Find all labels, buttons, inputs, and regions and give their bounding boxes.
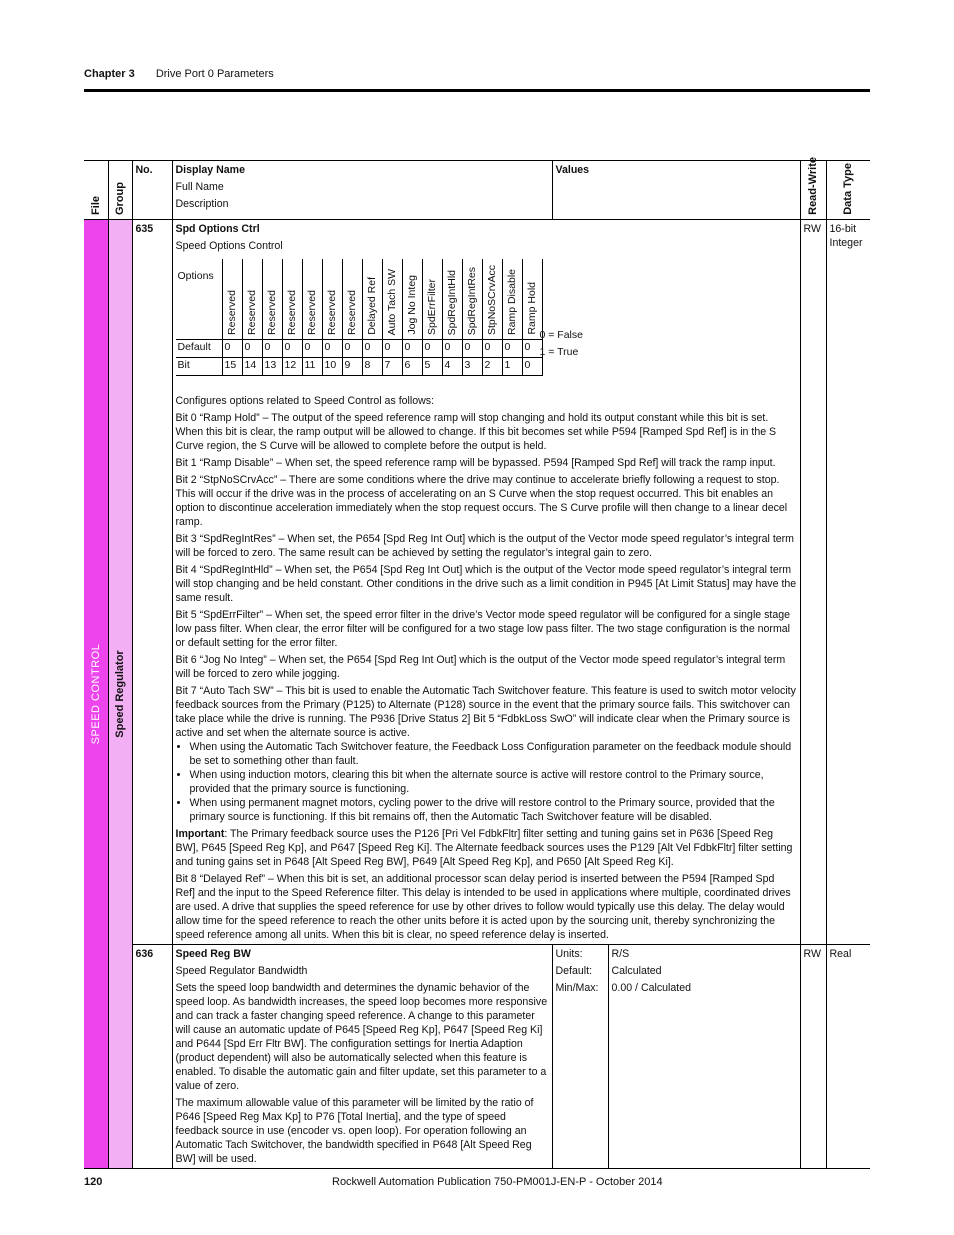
group-cell (108, 220, 132, 1169)
value-entries: R/S Calculated 0.00 / Calculated (608, 945, 800, 1169)
options-table (176, 259, 543, 376)
parameter-table (84, 157, 870, 1169)
param-data-type: 16-bit Integer (826, 220, 870, 945)
bit-name: SpdErrFilter (422, 259, 442, 340)
param-636-content: Speed Reg BW Speed Regulator Bandwidth Sets the speed loop bandwidth and determines the dynamic behavior of the speed loop. As bandwidth increases, the speed loop becomes more responsive and can track a faster changing speed reference. A change to this parameter will cause an automatic update of P645 [Speed Reg Kp], P647 [Speed Reg Ki] and P644 [Spd Err Fltr BW]. The configuration settings for Inertia Adaption (product dependent) will also be automatically selected when this feature is enabled. To disable the automatic gain and filter update, set this parameter to a value of zero. The maximum allowable value of this parameter will be limited by the ratio of P646 [Speed Reg Max Kp] to P76 [Total Inertia], and the type of speed feedback source in use (encoder vs. open loop). For operation following an Automatic Tach Switchover, the bandwidth specified in P648 [Alt Speed Reg BW] will be used. (172, 945, 552, 1169)
value-labels: Units: Default: Min/Max: (552, 945, 608, 1169)
data-type-column-header: Data Type (826, 161, 870, 220)
param-number: 636 (132, 945, 172, 1169)
read-write-column-header: Read-Write (800, 161, 826, 220)
bit-name: Auto Tach SW (382, 259, 402, 340)
bit-name: Ramp Hold (522, 259, 542, 340)
bit-row: Bit 15 14 13 12 11 10 9 8 7 6 5 4 3 2 1 0 (176, 358, 543, 376)
important-note: Important: The Primary feedback source uses the P126 [Pri Vel FdbkFltr] filter setting and tuning gains set in P636 [Speed Reg BW], P645 [Speed Reg Kp], and P647 [Speed Reg Ki]. The Alternate feedback sources uses the P129 [Alt Vel FdbkFltr] filter setting and tuning gains set in P648 [Alt Speed Reg BW], P649 [Alt Speed Reg Kp], and P650 [Alt Speed Reg Ki]. (175, 828, 793, 868)
list-item: • When using permanent magnet motors, cycling power to the drive will restore control to the Primary source, provided that the primary source is functioning. If this bit remains off, then the Automatic Tach Switchover feature will be disabled. (190, 796, 797, 824)
param-data-type: Real (826, 945, 870, 1169)
chapter-title: Drive Port 0 Parameters (155, 68, 274, 80)
page-header (84, 68, 274, 80)
param-635-description: Configures options related to Speed Control as follows: Bit 0 “Ramp Hold” – The output of the speed reference ramp will stop changing and hold its output constant while this bit is set. When this bit is clear, the ramp output will be allowed to change. If this bit becomes set while P594 [Ramped Spd Ref] is in the S Curve region, the S Curve will be allowed to complete before the output is held. Bit 1 “Ramp Disable” – When set, the speed reference ramp will be bypassed. P594 [Ramped Spd Ref] will track the ramp input. Bit 2 “StpNoSCrvAcc” – There are some conditions where the drive may continue to accelerate briefly following a request to stop. This will occur if the drive was in the process of accelerating on an S Curve when the stop request occurred. This bit enables an option to discontinue acceleration immediately when the stop request occurs. The S Curve profile will then change to a linear decel ramp. Bit 3 “SpdRegIntRes” – When set, the P654 [Spd Reg Int Out] which is the output of the Vector mode speed regulator’s integral term will be forced to zero. The same result can be achieved by setting the regulator’s integral gain to zero. Bit 4 “SpdRegIntHld” – When set, the P654 [Spd Reg Int Out] which is the output of the Vector mode speed regulator’s integral term will stop changing and be held constant. Other conditions in the drive such as a limit condition in P945 [At Limit Status] may have the same result. Bit 5 “SpdErrFilter” – When set, the speed error filter in the drive’s Vector mode speed regulator will be configured for a single stage low pass filter. When clear, the error filter will be configured for a two stage low pass filter. The two stage configuration is the normal or default setting for the error filter. Bit 6 “Jog No Integ” – When set, the P654 [Spd Reg Int Out] which is the output of the Vector mode speed regulator’s integral term will be forced to zero while jogging. Bit 7 “Auto Tach SW” – This bit is used to enable the Automatic Tach Switchover feature. This feature is used to switch motor velocity feedback sources from the Primary (P125) to Alternate (P128) source in the event that the primary source fails. This switchover can take place while the drive is running. The P936 [Drive Status 2] Bit 5 “FdbkLoss SwO” will indicate clear when the Primary source is active and set when the alternate source is active. • When using the Automatic Tach Switchover feature, the Feedback Loss Configuration parameter on the feedback module should be set to something other than fault. • When using induction motors, clearing this bit when the alternate source is active will restore control to the Primary source, provided that the primary source is functioning. • When using permanent magnet motors, cycling power to the drive will restore control to the Primary source, provided that the primary source is functioning. If this bit remains off, then the Automatic Tach Switchover feature will be disabled. Important: The Primary feedback source uses the P126 [Pri Vel FdbkFltr] filter setting and tuning gains set in P636 [Speed Reg BW], P645 [Speed Reg Kp], and P647 [Speed Reg Ki]. The Alternate feedback sources uses the P129 [Alt Vel FdbkFltr] filter setting and tuning gains set in P648 [Alt Speed Reg BW], P649 [Alt Speed Reg Kp], and P650 [Alt Speed Reg Ki]. Bit 8 “Delayed Ref” – When this bit is set, an additional processor scan delay period is inserted between the P594 [Ramped Spd Ref] and the input to the Speed Reference filter. This delay is intended to be used in applications where multiple, coordinated drives are used. A drive that supplies the speed reference for use by other drives to follow would typically use this delay. The delay would allow time for the speed reference to reach the other units before it is acted upon by the sourcing unit, thereby synchronizing the speed reference among all units. When this bit is clear, no speed reference delay is inserted. (176, 394, 797, 942)
name-column-header: Display Name Full Name Description (172, 161, 552, 220)
bit-name: Reserved (242, 259, 262, 340)
group-column-header: Group (108, 161, 132, 220)
param-full-name: Speed Options Control (175, 240, 283, 252)
parameter-row-636 (84, 945, 870, 1169)
bit-name: StpNoSCrvAcc (482, 259, 502, 340)
no-column-header: No. (132, 161, 172, 220)
bit-name: Jog No Integ (402, 259, 422, 340)
param-rw: RW (800, 945, 826, 1169)
param-full-name: Speed Regulator Bandwidth (175, 965, 308, 977)
publication-info: Rockwell Automation Publication 750-PM001J-EN-P - October 2014 (332, 1176, 663, 1188)
param-number: 635 (132, 220, 172, 945)
file-column-header: File (84, 161, 108, 220)
list-item: • When using induction motors, clearing this bit when the alternate source is active will restore control to the Primary source, provided that the primary source is functioning. (190, 768, 797, 796)
bit-name: Reserved (222, 259, 242, 340)
list-item: • When using the Automatic Tach Switchover feature, the Feedback Loss Configuration parameter on the feedback module should be set to something other than fault. (190, 740, 797, 768)
bit-name: SpdRegIntHld (442, 259, 462, 340)
param-display-name: Spd Options Ctrl (175, 223, 260, 235)
bit-name: SpdRegIntRes (462, 259, 482, 340)
bit-name: Reserved (262, 259, 282, 340)
group-label: Speed Regulator (114, 650, 126, 738)
bit-name: Ramp Disable (502, 259, 522, 340)
page-number: 120 (84, 1176, 103, 1188)
bit-name: Reserved (342, 259, 362, 340)
bit-name: Delayed Ref (362, 259, 382, 340)
file-label: SPEED CONTROL (89, 643, 102, 745)
bullet-list (176, 740, 797, 824)
truth-legend: 0 = False 1 = True (539, 329, 583, 358)
file-cell (84, 220, 108, 1169)
table-header-row (84, 161, 870, 220)
param-display-name: Speed Reg BW (175, 948, 251, 960)
header-rule (84, 89, 870, 92)
chapter-label: Chapter 3 (84, 68, 135, 80)
options-label: Options (177, 270, 214, 282)
param-rw: RW (800, 220, 826, 945)
options-bitfield (176, 259, 797, 384)
bit-name: Reserved (322, 259, 342, 340)
values-column-header: Values (552, 161, 800, 220)
param-635-content (172, 220, 800, 945)
bit-name: Reserved (302, 259, 322, 340)
default-row: Default 0 0 0 0 0 0 0 0 0 0 0 0 0 0 0 0 (176, 340, 543, 358)
parameter-row-635 (84, 220, 870, 945)
bit-name: Reserved (282, 259, 302, 340)
